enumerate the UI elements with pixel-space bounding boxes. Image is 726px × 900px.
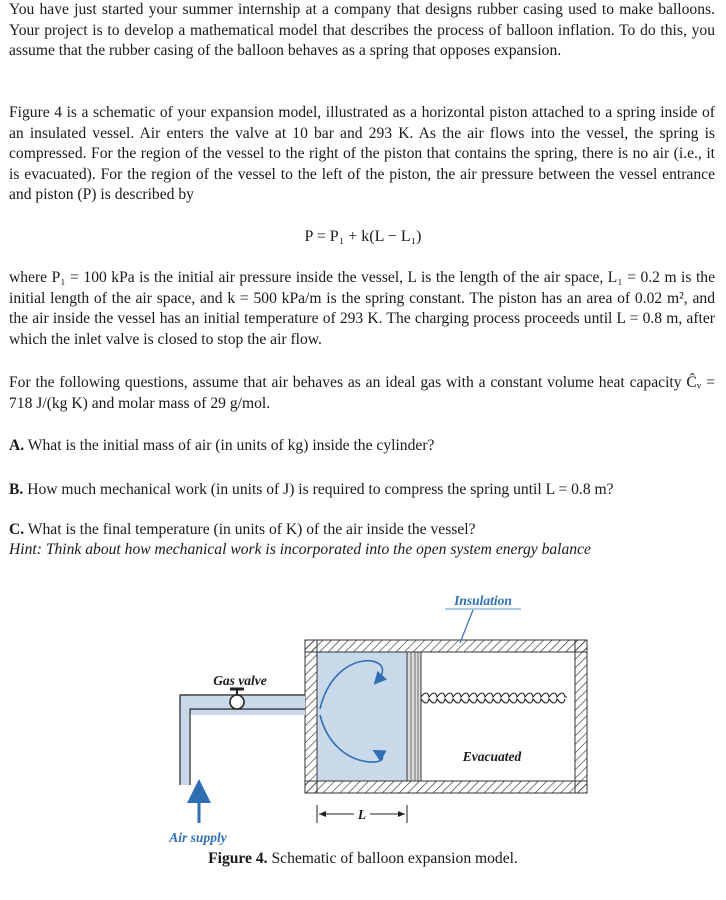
length-label: L xyxy=(357,807,367,822)
question-b-text: How much mechanical work (in units of J) is required to compress the spring until L = 0.8 m? xyxy=(23,481,614,498)
expansion-schematic xyxy=(140,585,620,845)
evacuated-label: Evacuated xyxy=(462,749,522,764)
air-supply-label: Air supply xyxy=(169,830,227,845)
inlet-pipe xyxy=(180,695,305,785)
question-c-hint: Hint: Think about how mechanical work is incorporated into the open system energy balance xyxy=(9,541,591,558)
parameters-paragraph: where P₁ = 100 kPa is the initial air pressure inside the vessel, L is the length of the air space, L₁ = 0.2 m is the initial length of the air space, and k = 500 kPa/m is the spring constant. The piston has an area of 0.02 m², and the air inside the vessel has an initial temperature of 293 K. The charging process proceeds until L = 0.8 m, after which the inlet valve is closed to stop the air flow. xyxy=(9,269,715,348)
caption-text: Schematic of balloon expansion model. xyxy=(267,850,518,867)
question-c-text: What is the final temperature (in units of K) of the air inside the vessel? xyxy=(24,521,476,538)
question-a-text: What is the initial mass of air (in units of kg) inside the cylinder? xyxy=(24,437,435,454)
assumptions-paragraph: For the following questions, assume that air behaves as an ideal gas with a constant volume heat capacity Ĉᵥ = 718 J/(kg K) and molar mass of 29 g/mol. xyxy=(9,374,715,412)
question-c xyxy=(9,520,715,541)
question-b-label: B. xyxy=(9,481,24,498)
piston xyxy=(407,652,421,781)
question-a xyxy=(9,436,715,457)
insulation-pointer xyxy=(460,610,473,643)
model-description-paragraph: Figure 4 is a schematic of your expansion model, illustrated as a horizontal piston attached to a spring inside of an insulated vessel. Air enters the valve at 10 bar and 293 K. As the air flows into the vessel, the spring is compressed. For the region of the vessel to the right of the piston that contains the spring, there is no air (i.e., it is evacuated). For the region of the vessel to the left of the piston, the air pressure between the vessel entrance and piston (P) is described by xyxy=(9,104,715,203)
question-a-label: A. xyxy=(9,437,25,454)
caption-prefix: Figure 4. xyxy=(208,850,268,867)
gas-valve-label: Gas valve xyxy=(213,673,267,688)
pressure-equation: P = P₁ + k(L − L₁) xyxy=(304,228,422,245)
gas-valve-icon xyxy=(230,689,244,709)
question-b xyxy=(9,480,715,501)
insulation-label: Insulation xyxy=(454,593,512,608)
gas-region xyxy=(317,652,407,781)
question-c-label: C. xyxy=(9,521,25,538)
figure-caption xyxy=(0,850,726,868)
intro-paragraph: You have just started your summer internship at a company that designs rubber casing used to make balloons. Your project is to develop a mathematical model that describes the process of balloon inflation. To do this, you assume that the rubber casing of the balloon behaves as a spring that opposes expansion. xyxy=(9,1,715,59)
